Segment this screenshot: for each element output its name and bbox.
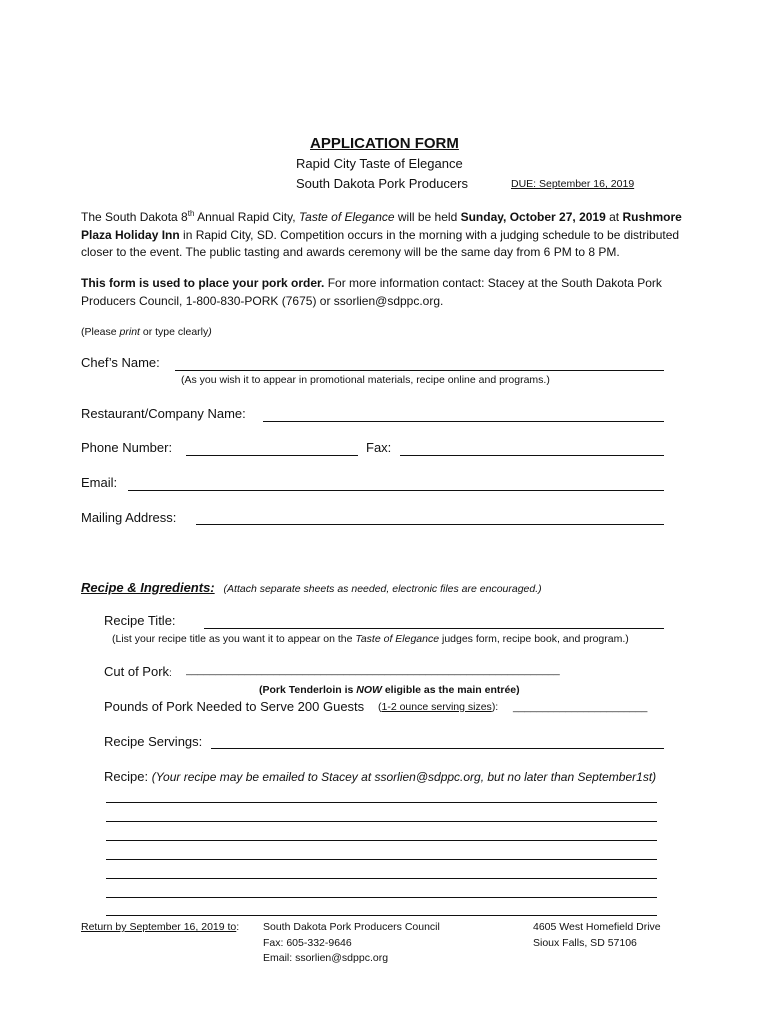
footer-email: Email: ssorlien@sdppc.org xyxy=(263,952,389,964)
fax-field[interactable] xyxy=(400,455,664,456)
recipe-line[interactable] xyxy=(106,897,657,898)
footer-fax: Fax: 605-332-9646 xyxy=(263,937,352,949)
cut-of-pork-field[interactable]: ________________________________________________________________ xyxy=(186,664,560,676)
chef-name-note: (As you wish it to appear in promotional materials, recipe online and programs.) xyxy=(181,374,550,386)
recipe-title-label: Recipe Title: xyxy=(104,613,176,628)
recipe-line[interactable] xyxy=(106,859,657,860)
footer-org: South Dakota Pork Producers Council xyxy=(263,921,440,933)
cut-of-pork-label: Cut of Pork: xyxy=(104,664,172,679)
phone-field[interactable] xyxy=(186,455,358,456)
fax-label: Fax: xyxy=(366,440,392,455)
recipe-servings-label: Recipe Servings: xyxy=(104,734,203,749)
tenderloin-note: (Pork Tenderloin is NOW eligible as the main entrée) xyxy=(259,684,520,696)
phone-label: Phone Number: xyxy=(81,440,173,455)
return-label: Return by September 16, 2019 to: xyxy=(81,921,240,933)
intro-paragraph: The South Dakota 8th Annual Rapid City, Taste of Elegance will be held Sunday, October 27, 2019 at Rushmore Plaza Holiday Inn in Rapid City, SD. Competition occurs in the morning with a judging schedule to be distributed closer to the event. The public tasting and awards ceremony will be the same day from 6 PM to 8 PM. xyxy=(81,209,682,259)
chef-name-label: Chef’s Name: xyxy=(81,355,160,370)
email-field[interactable] xyxy=(128,490,664,491)
restaurant-field[interactable] xyxy=(263,421,664,422)
recipe-title-note: (List your recipe title as you want it to appear on the Taste of Elegance judges form, recipe book, and program.) xyxy=(112,633,629,645)
chef-name-field[interactable] xyxy=(175,370,664,371)
restaurant-label: Restaurant/Company Name: xyxy=(81,406,246,421)
footer-address-street: 4605 West Homefield Drive xyxy=(533,921,661,933)
recipe-line[interactable] xyxy=(106,802,657,803)
recipe-line[interactable] xyxy=(106,915,657,916)
org-subtitle: South Dakota Pork Producers xyxy=(296,176,468,191)
footer-address-city: Sioux Falls, SD 57106 xyxy=(533,937,637,949)
mailing-address-field[interactable] xyxy=(196,524,664,525)
recipe-section-heading: Recipe & Ingredients: (Attach separate sheets as needed, electronic files are encouraged.) xyxy=(81,580,542,595)
print-instruction: (Please print or type clearly) xyxy=(81,326,212,338)
recipe-label-row: Recipe: (Your recipe may be emailed to Stacey at ssorlien@sdppc.org, but no later than September1st) xyxy=(104,769,657,784)
recipe-title-field[interactable] xyxy=(204,628,664,629)
pounds-label: Pounds of Pork Needed to Serve 200 Guests xyxy=(104,699,365,714)
event-subtitle: Rapid City Taste of Elegance xyxy=(296,156,463,171)
form-title: APPLICATION FORM xyxy=(310,135,459,152)
contact-paragraph: This form is used to place your pork order. For more information contact: Stacey at the South Dakota Pork Producers Council, 1-800-830-PORK (7675) or ssorlien@sdppc.org. xyxy=(81,276,662,308)
recipe-servings-field[interactable] xyxy=(211,748,664,749)
pounds-note: (1-2 ounce serving sizes): xyxy=(378,701,499,713)
recipe-line[interactable] xyxy=(106,878,657,879)
recipe-line[interactable] xyxy=(106,821,657,822)
mailing-address-label: Mailing Address: xyxy=(81,510,177,525)
due-date: DUE: September 16, 2019 xyxy=(511,178,635,190)
recipe-line[interactable] xyxy=(106,840,657,841)
pounds-field[interactable]: _______________________ xyxy=(513,701,648,713)
email-label: Email: xyxy=(81,475,118,490)
